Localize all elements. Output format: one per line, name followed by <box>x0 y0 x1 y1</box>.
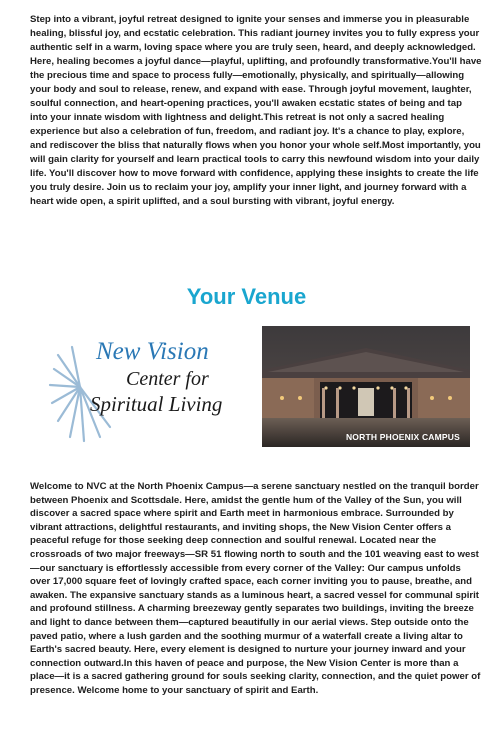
logo-graphic <box>44 329 244 450</box>
logo-line1: New Vision <box>96 338 209 365</box>
campus-building-image <box>262 326 470 447</box>
venue-heading: Your Venue <box>186 284 307 309</box>
campus-photo <box>262 326 470 447</box>
logo-line3: Spiritual Living <box>90 392 223 416</box>
logo-line2: Center for <box>126 368 209 390</box>
intro-paragraph: Step into a vibrant, joyful retreat designed to ignite your senses and immerse you in pleasurable healing, blissful joy, and ecstatic celebration. This radiant journey invites you to fully express your authentic self in a warm, loving space where you are truly seen, heard, and deeply acknowledged. Here, healing becomes a joyful dance—playful, uplifting, and profoundly transformative.You'll have the precious time and space to process fully—emotionally, physically, and spiritually—allowing your body and soul to release, renew, and expand with ease. Through joyful movement, laughter, soulful connection, and heart-opening practices, you'll awaken ecstatic states of being and tap into your innate wisdom with lightness and delight.This retreat is not only a sacred healing experience but also a celebration of fun, freedom, and radiant joy. It's a chance to play, explore, and rediscover the bliss that naturally flows when you honor your whole self.Most importantly, you will gain clarity for yourself and learn practical tools to carry this newfound wisdom into your daily life. You'll discover how to move forward with confidence, applying these insights to create the life you truly desire. Join us to reclaim your joy, amplify your inner light, and journey forward with a heart wide open, a spirit uplifted, and a soul bursting with vibrant, joyful energy. <box>30 14 482 207</box>
photo-caption: NORTH PHOENIX CAMPUS <box>345 432 460 442</box>
new-vision-logo <box>44 329 244 450</box>
welcome-paragraph: Welcome to NVC at the North Phoenix Campus—a serene sanctuary nestled on the tranquil border between Phoenix and Scottsdale. Here, amidst the gentle hum of the Valley of the Sun, you will discover a sacred space where spirit and Earth meet in harmonious embrace. Surrounded by vibrant attractions, delightful restaurants, and inviting shops, the New Vision Center offers a peaceful refuge for those seeking deep connection and soulful renewal. Located near the crossroads of two major freeways—SR 51 flowing north to south and the 101 weaving east to west—our sanctuary is effortlessly accessible from every corner of the Valley: Our campus unfolds over 17,000 square feet of lovingly crafted space, each corner inviting you to pause, breathe, and awaken. The expansive sanctuary stands as a luminous heart, a sacred vessel for communal spirit and profound stillness. A charming breezeway gently separates two buildings, inviting the breeze and light to dance between them—captured beautifully in our aerial views. Step outside onto the paved patio, where a lush garden and the soothing murmur of a waterfall create a living altar to Earth's sacred beauty. Here, every element is designed to nurture your journey inward and your connection outward.In this haven of peace and purpose, the New Vision Center is more than a place—it is a sacred gathering ground for souls seeking clarity, connection, and the quiet power of presence. Welcome home to your sanctuary of spirit and Earth. <box>30 481 481 696</box>
